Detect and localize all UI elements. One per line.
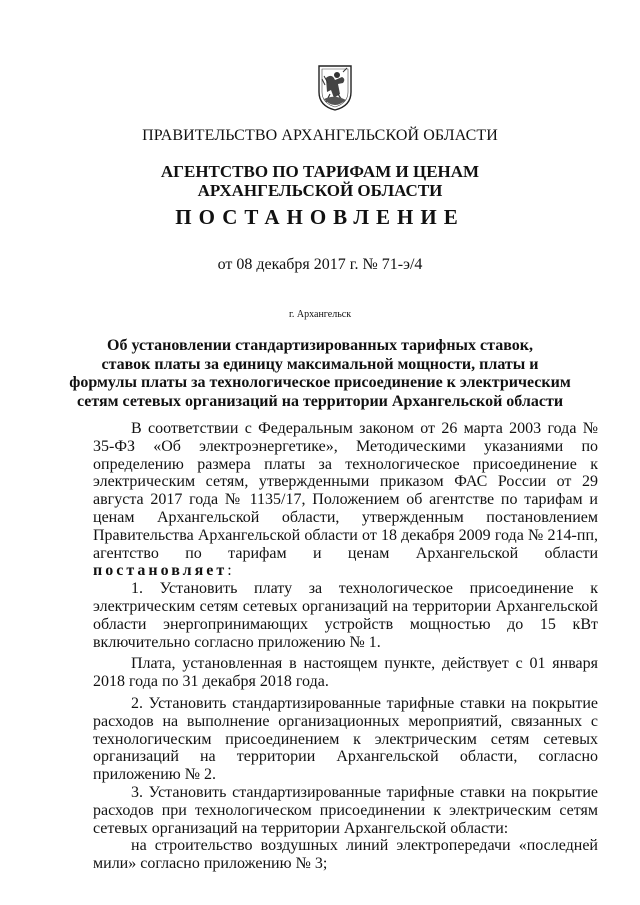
decrees-word: постановляет <box>93 562 228 580</box>
agency-name-line-2: АРХАНГЕЛЬСКОЙ ОБЛАСТИ <box>197 181 443 200</box>
preamble-text: В соответствии с Федеральным законом от 26 марта 2003 года № 35-ФЗ «Об электроэнергетике», Методическими указаниями по определению размера платы за технологическое присоединение к электрическим сетям, утвержденными приказом ФАС России от 29 августа 2017 года № 1135/17, Положением об агентстве по тарифам и ценам Архангельской области, утвержденным постановлением Правительства Архангельской области от 18 декабря 2009 года № 214-пп, агентство по тарифам и ценам Архангельской области <box>93 420 598 562</box>
clause-3: 3. Установить стандартизированные тарифные ставки на покрытие расходов при технологическом присоединении к электрическим сетям сетевых организаций на территории Архангельской области: <box>93 783 598 837</box>
subject-line-3: формулы платы за технологическое присоединение к электрическим <box>69 374 571 391</box>
document-type-heading: ПОСТАНОВЛЕНИЕ <box>175 205 465 229</box>
agency-name-line-1: АГЕНТСТВО ПО ТАРИФАМ И ЦЕНАМ <box>160 162 480 181</box>
subject-line-2: ставок платы за единицу максимальной мощности, платы и <box>101 355 539 373</box>
decrees-colon: : <box>227 562 232 580</box>
clause-2: 2. Установить стандартизированные тарифные ставки на покрытие расходов на выполнение организационных мероприятий, связанных с технологическим присоединением к электрическим сетям сетевых организаций на территории Архангельской области, согласно приложению № 2. <box>93 694 598 784</box>
clause-1: 1. Установить плату за технологическое присоединение к электрическим сетям сетевых организаций на территории Архангельской области энергопринимающих устройств мощностью до 15 кВт включительно согласно приложению № 1. <box>93 580 598 651</box>
document-date-number: от 08 декабря 2017 г. № 71-э/4 <box>217 256 423 273</box>
clause-3-subitem-1: на строительство воздушных линий электропередачи «последней мили» согласно приложению № 3; <box>93 837 598 873</box>
agency-name <box>0 162 640 200</box>
coat-of-arms-icon <box>316 64 354 112</box>
city-label: г. Архангельск <box>288 309 352 320</box>
subject-line-1: Об установлении стандартизированных тарифных ставок, <box>107 337 533 354</box>
clause-1-note: Плата, установленная в настоящем пункте, действует с 01 января 2018 года по 31 декабря 2018 года. <box>93 655 598 691</box>
government-name: ПРАВИТЕЛЬСТВО АРХАНГЕЛЬСКОЙ ОБЛАСТИ <box>142 127 498 144</box>
preamble-paragraph <box>93 420 598 580</box>
subject-line-4: сетям сетевых организаций на территории Архангельской области <box>76 392 564 410</box>
document-body <box>93 420 598 877</box>
document-subject <box>0 337 640 411</box>
